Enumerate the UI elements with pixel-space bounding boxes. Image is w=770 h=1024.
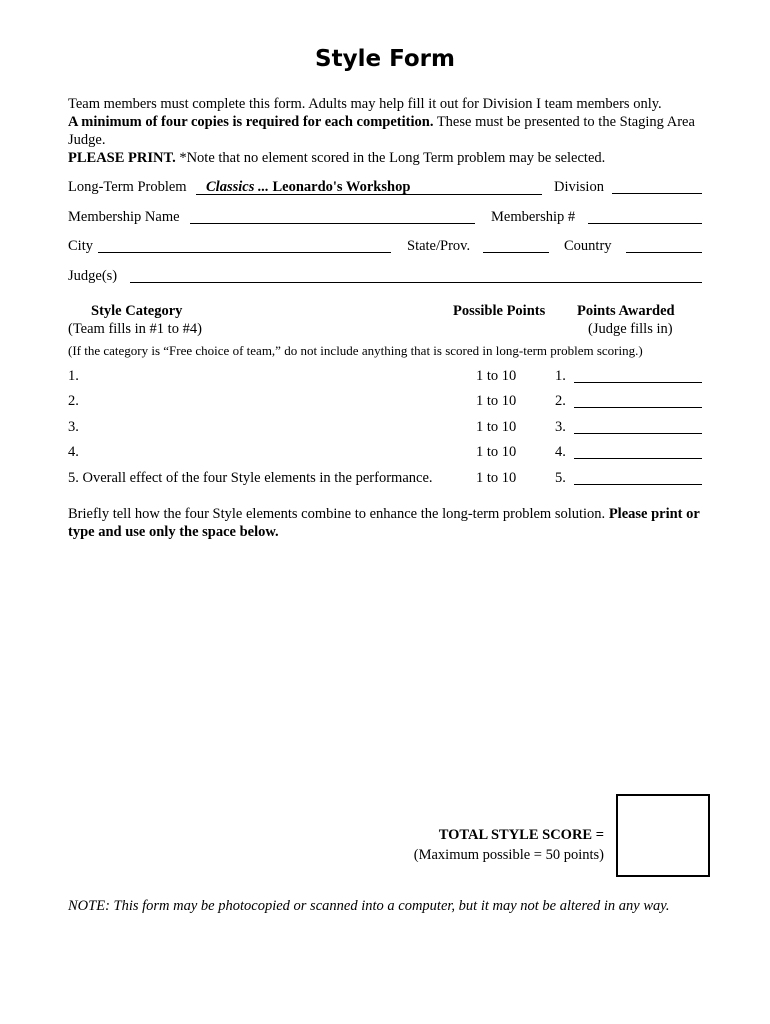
total-score-label — [414, 825, 604, 865]
awarded-field[interactable] — [574, 458, 702, 459]
possible-points: 1 to 10 — [476, 444, 517, 460]
country-field[interactable] — [626, 252, 702, 253]
awarded-field[interactable] — [574, 407, 702, 408]
possible-points: 1 to 10 — [476, 393, 517, 409]
page-title: Style Form — [315, 46, 455, 72]
category-row — [68, 419, 702, 439]
state-field[interactable] — [483, 252, 549, 253]
category-note: (If the category is “Free choice of team,” do not include anything that is scored in long-term problem scoring.) — [68, 343, 643, 358]
instruction-line-1: Team members must complete this form. Adults may help fill it out for Division I team members only. — [68, 96, 662, 112]
category-row — [68, 470, 702, 490]
problem-value-rest: Leonardo's Workshop — [268, 179, 411, 195]
category-label[interactable]: 1. — [68, 368, 79, 384]
problem-label: Long-Term Problem — [68, 179, 187, 195]
category-label[interactable]: 3. — [68, 419, 79, 435]
awarded-index: 2. — [555, 393, 566, 409]
judges-field[interactable] — [130, 282, 702, 283]
possible-points: 1 to 10 — [476, 470, 517, 486]
location-row — [68, 238, 702, 258]
explanation-area[interactable] — [68, 548, 702, 784]
points-awarded-subheader: (Judge fills in) — [588, 321, 673, 337]
awarded-field[interactable] — [574, 433, 702, 434]
awarded-index: 3. — [555, 419, 566, 435]
division-field[interactable] — [612, 193, 702, 194]
problem-field[interactable] — [196, 179, 542, 195]
category-label[interactable]: 4. — [68, 444, 79, 460]
total-score-box[interactable] — [616, 794, 710, 877]
brief-instructions — [68, 505, 708, 541]
copies-requirement: A minimum of four copies is required for each competition. — [68, 114, 434, 130]
membership-number-field[interactable] — [588, 223, 702, 224]
awarded-field[interactable] — [574, 382, 702, 383]
country-label: Country — [564, 238, 612, 254]
staging-note: These must be presented to the Staging Area Judge. — [68, 114, 695, 148]
brief-bold: Please print or type and use only the space below. — [68, 506, 700, 540]
instructions — [68, 95, 708, 167]
problem-value-italic: Classics ... — [206, 179, 269, 195]
brief-text: Briefly tell how the four Style elements combine to enhance the long-term problem solution. — [68, 506, 609, 522]
state-label: State/Prov. — [407, 238, 471, 254]
maximum-possible: (Maximum possible = 50 points) — [413, 847, 604, 863]
membership-row — [68, 209, 702, 229]
category-row — [68, 368, 702, 388]
awarded-index: 4. — [555, 444, 566, 460]
judges-row — [68, 268, 702, 288]
instruction-line-3 — [68, 149, 708, 167]
possible-points-header: Possible Points — [453, 303, 546, 319]
points-awarded-header: Points Awarded — [577, 303, 675, 319]
category-label: 5. Overall effect of the four Style elements in the performance. — [68, 470, 433, 486]
awarded-field[interactable] — [574, 484, 702, 485]
problem-row — [68, 179, 702, 199]
total-style-score: TOTAL STYLE SCORE = — [438, 827, 604, 843]
judges-label: Judge(s) — [68, 268, 118, 284]
membership-name-label: Membership Name — [68, 209, 180, 225]
city-label: City — [68, 238, 93, 254]
awarded-index: 5. — [555, 470, 566, 486]
membership-name-field[interactable] — [190, 223, 475, 224]
division-label: Division — [554, 179, 604, 195]
long-term-note: *Note that no element scored in the Long Term problem may be selected. — [175, 150, 606, 166]
please-print: PLEASE PRINT. — [68, 150, 176, 166]
footer-note: NOTE: This form may be photocopied or scanned into a computer, but it may not be altered in any way. — [68, 898, 670, 914]
category-row — [68, 444, 702, 464]
category-subheader: (Team fills in #1 to #4) — [68, 321, 202, 337]
instruction-line-2 — [68, 113, 708, 149]
possible-points: 1 to 10 — [476, 368, 517, 384]
category-header: Style Category — [91, 303, 183, 319]
awarded-index: 1. — [555, 368, 566, 384]
city-field[interactable] — [98, 252, 391, 253]
possible-points: 1 to 10 — [476, 419, 517, 435]
category-row — [68, 393, 702, 413]
membership-number-label: Membership # — [491, 209, 576, 225]
category-label[interactable]: 2. — [68, 393, 79, 409]
